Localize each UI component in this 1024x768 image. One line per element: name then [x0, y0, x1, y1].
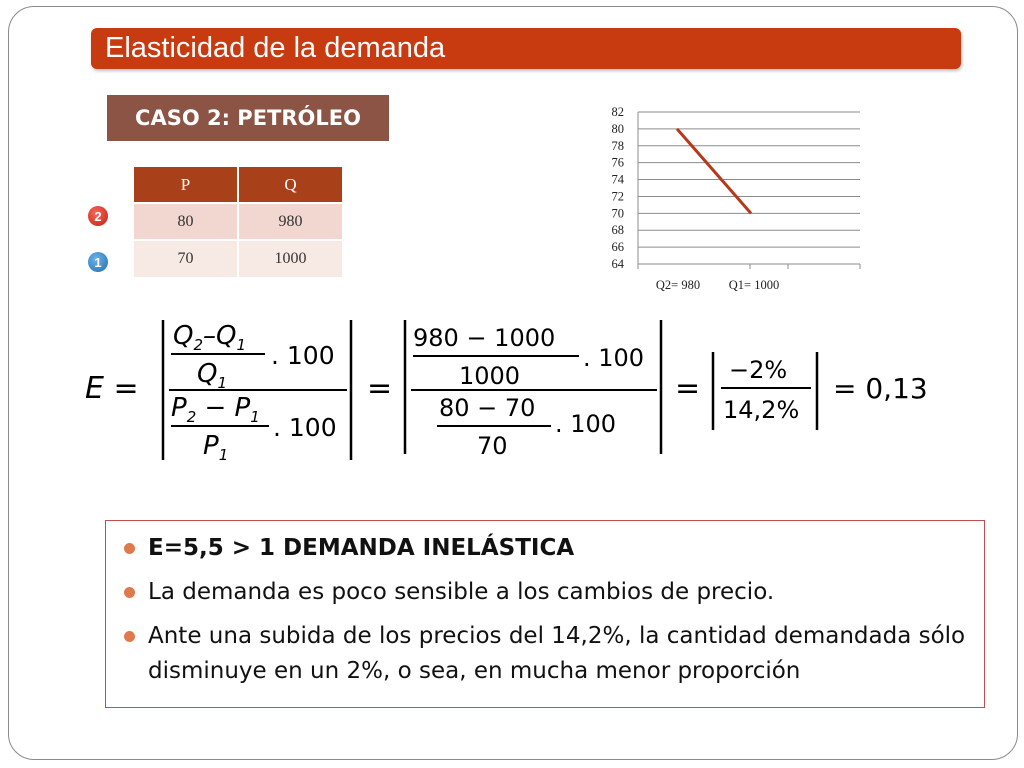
- cell-q: 1000: [238, 240, 342, 277]
- equals: =: [367, 371, 393, 406]
- step2-num-top: 980 − 1000: [413, 324, 556, 352]
- demand-line-chart: [600, 100, 870, 300]
- header-q: Q: [238, 167, 342, 203]
- notes-box: [105, 520, 985, 708]
- series-line: [677, 129, 751, 213]
- bullet-icon: [124, 543, 135, 554]
- y-tick-label: 72: [611, 189, 624, 204]
- step2-den-top: 80 − 70: [439, 394, 536, 422]
- times-100: . 100: [555, 410, 617, 438]
- step2-den-bot: 70: [477, 432, 508, 460]
- den-bot: $P_1$: [203, 431, 229, 464]
- case-label: CASO 2: PETRÓLEO: [107, 95, 389, 141]
- y-tick-label: 76: [611, 155, 624, 170]
- list-item: [120, 619, 970, 689]
- title-bar: [91, 28, 961, 69]
- num-top: $Q_2-Q_1$: [173, 321, 247, 354]
- table-row: [134, 240, 342, 277]
- step2-num-bot: 1000: [459, 362, 521, 390]
- price-quantity-table: [134, 167, 342, 277]
- y-tick-label: 66: [611, 240, 624, 255]
- header-p: P: [134, 167, 238, 203]
- formula-result: = 0,13: [833, 372, 928, 405]
- step3-den: 14,2%: [723, 396, 800, 424]
- cell-p: 80: [134, 203, 238, 240]
- bullet-icon: [124, 587, 135, 598]
- list-item: [120, 575, 970, 610]
- step3-num: −2%: [729, 356, 788, 384]
- y-tick-label: 82: [611, 105, 624, 119]
- y-tick-label: 78: [611, 138, 624, 153]
- marker-1: 1: [88, 252, 108, 272]
- note-text: E=5,5 > 1 DEMANDA INELÁSTICA: [148, 535, 575, 561]
- list-item: [120, 531, 970, 566]
- formula-lhs: E =: [85, 371, 139, 406]
- y-tick-label: 74: [611, 172, 624, 187]
- slide-title: Elasticidad de la demanda: [105, 32, 446, 64]
- x-category-label: Q2= 980: [655, 278, 701, 292]
- x-category-label: Q1= 1000: [728, 278, 780, 292]
- elasticity-formula: [85, 312, 965, 472]
- times-100: . 100: [273, 413, 337, 442]
- y-tick-label: 64: [611, 257, 624, 271]
- cell-q: 980: [238, 203, 342, 240]
- note-text: La demanda es poco sensible a los cambios de precio.: [148, 579, 775, 605]
- bullet-icon: [124, 631, 135, 642]
- marker-2: 2: [88, 206, 108, 226]
- y-tick-label: 80: [611, 121, 624, 136]
- note-text: Ante una subida de los precios del 14,2%, la cantidad demandada sólo disminuye en un 2%, o sea, en mucha menor proporción: [148, 623, 966, 684]
- times-100: . 100: [583, 344, 645, 372]
- num-bot: $Q_1$: [197, 359, 228, 392]
- equals: =: [675, 371, 701, 406]
- den-top: $P_2 - P_1$: [171, 393, 260, 426]
- times-100: . 100: [271, 341, 335, 370]
- y-tick-label: 70: [611, 206, 624, 221]
- cell-p: 70: [134, 240, 238, 277]
- y-tick-label: 68: [611, 223, 624, 238]
- table-row: [134, 203, 342, 240]
